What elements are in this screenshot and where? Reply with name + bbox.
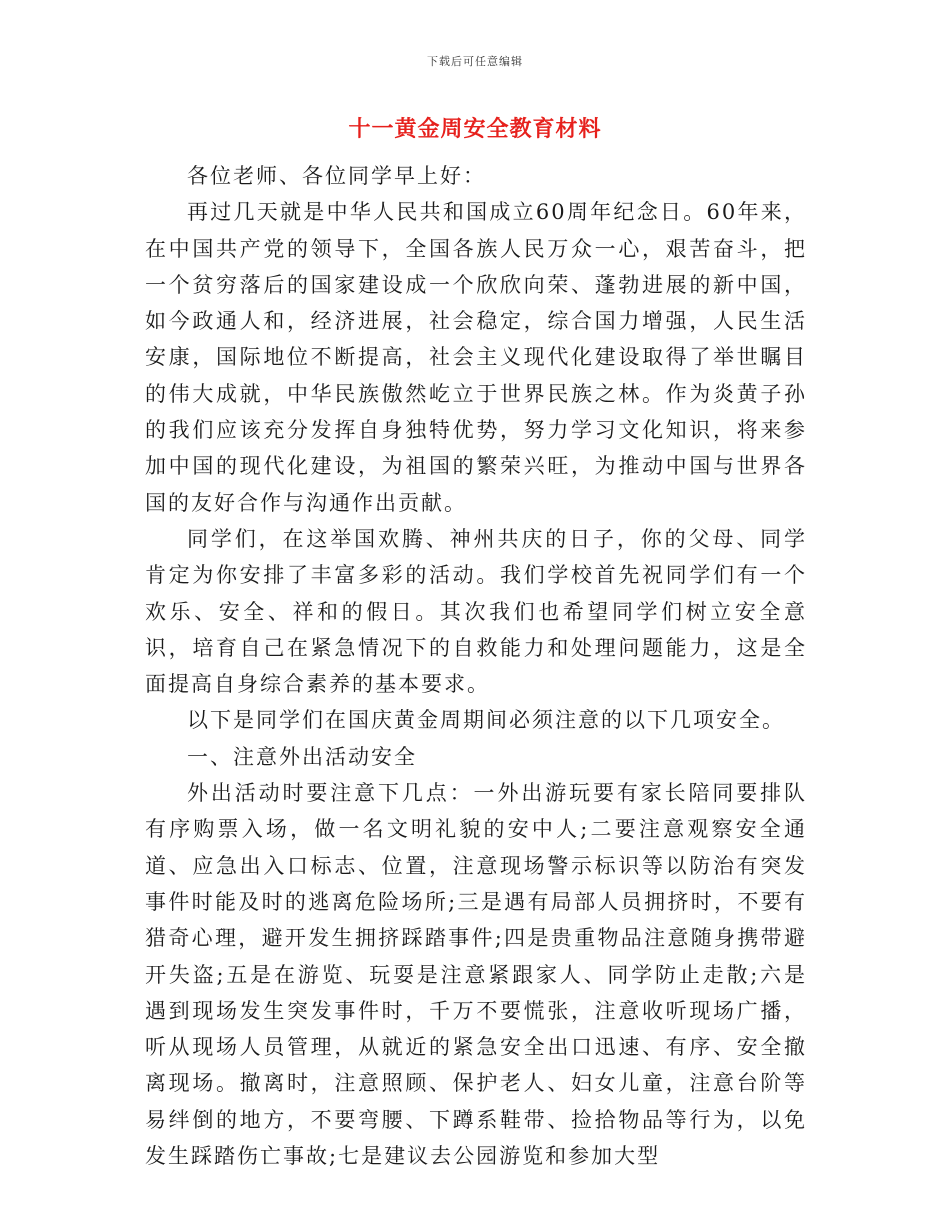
paragraph: 以下是同学们在国庆黄金周期间必须注意的以下几项安全。	[187, 708, 785, 733]
section-heading: 一、注意外出活动安全	[187, 744, 417, 769]
paragraph-greeting: 各位老师、各位同学早上好：	[187, 164, 486, 188]
document-body	[145, 158, 807, 1174]
paragraph: 外出活动时要注意下几点：一外出游玩要有家长陪同要排队有序购票入场，做一名文明礼貌的安中人;二要注意观察安全通道、应急出入口标志、位置，注意现场警示标识等以防治有突发事件时能及时的逃离危险场所;三是遇有局部人员拥挤时，不要有猎奇心理，避开发生拥挤踩踏事件;四是贵重物品注意随身携带避开失盗;五是在游览、玩耍是注意紧跟家人、同学防止走散;六是遇到现场发生突发事件时，千万不要慌张，注意收听现场广播，听从现场人员管理，从就近的紧急安全出口迅速、有序、安全撤离现场。撤离时，注意照顾、保护老人、妇女儿童，注意台阶等易绊倒的地方，不要弯腰、下蹲系鞋带、捡拾物品等行为，以免发生踩踏伤亡事故;七是建议去公园游览和参加大型	[145, 781, 807, 1169]
header-note: 下载后可任意编辑	[427, 55, 523, 68]
document-title: 十一黄金周安全教育材料	[348, 117, 602, 142]
paragraph: 同学们，在这举国欢腾、神州共庆的日子，你的父母、同学肯定为你安排了丰富多彩的活动。我们学校首先祝同学们有一个欢乐、安全、祥和的假日。其次我们也希望同学们树立安全意识，培育自己在紧急情况下的自救能力和处理问题能力，这是全面提高自身综合素养的基本要求。	[145, 526, 807, 697]
paragraph: 再过几天就是中华人民共和国成立60周年纪念日。60年来，在中国共产党的领导下，全国各族人民万众一心，艰苦奋斗，把一个贫穷落后的国家建设成一个欣欣向荣、蓬勃进展的新中国，如今政通人和，经济进展，社会稳定，综合国力增强，人民生活安康，国际地位不断提高，社会主义现代化建设取得了举世瞩目的伟大成就，中华民族傲然屹立于世界民族之林。作为炎黄子孙的我们应该充分发挥自身独特优势，努力学习文化知识，将来参加中国的现代化建设，为祖国的繁荣兴旺，为推动中国与世界各国的友好合作与沟通作出贡献。	[145, 200, 807, 515]
